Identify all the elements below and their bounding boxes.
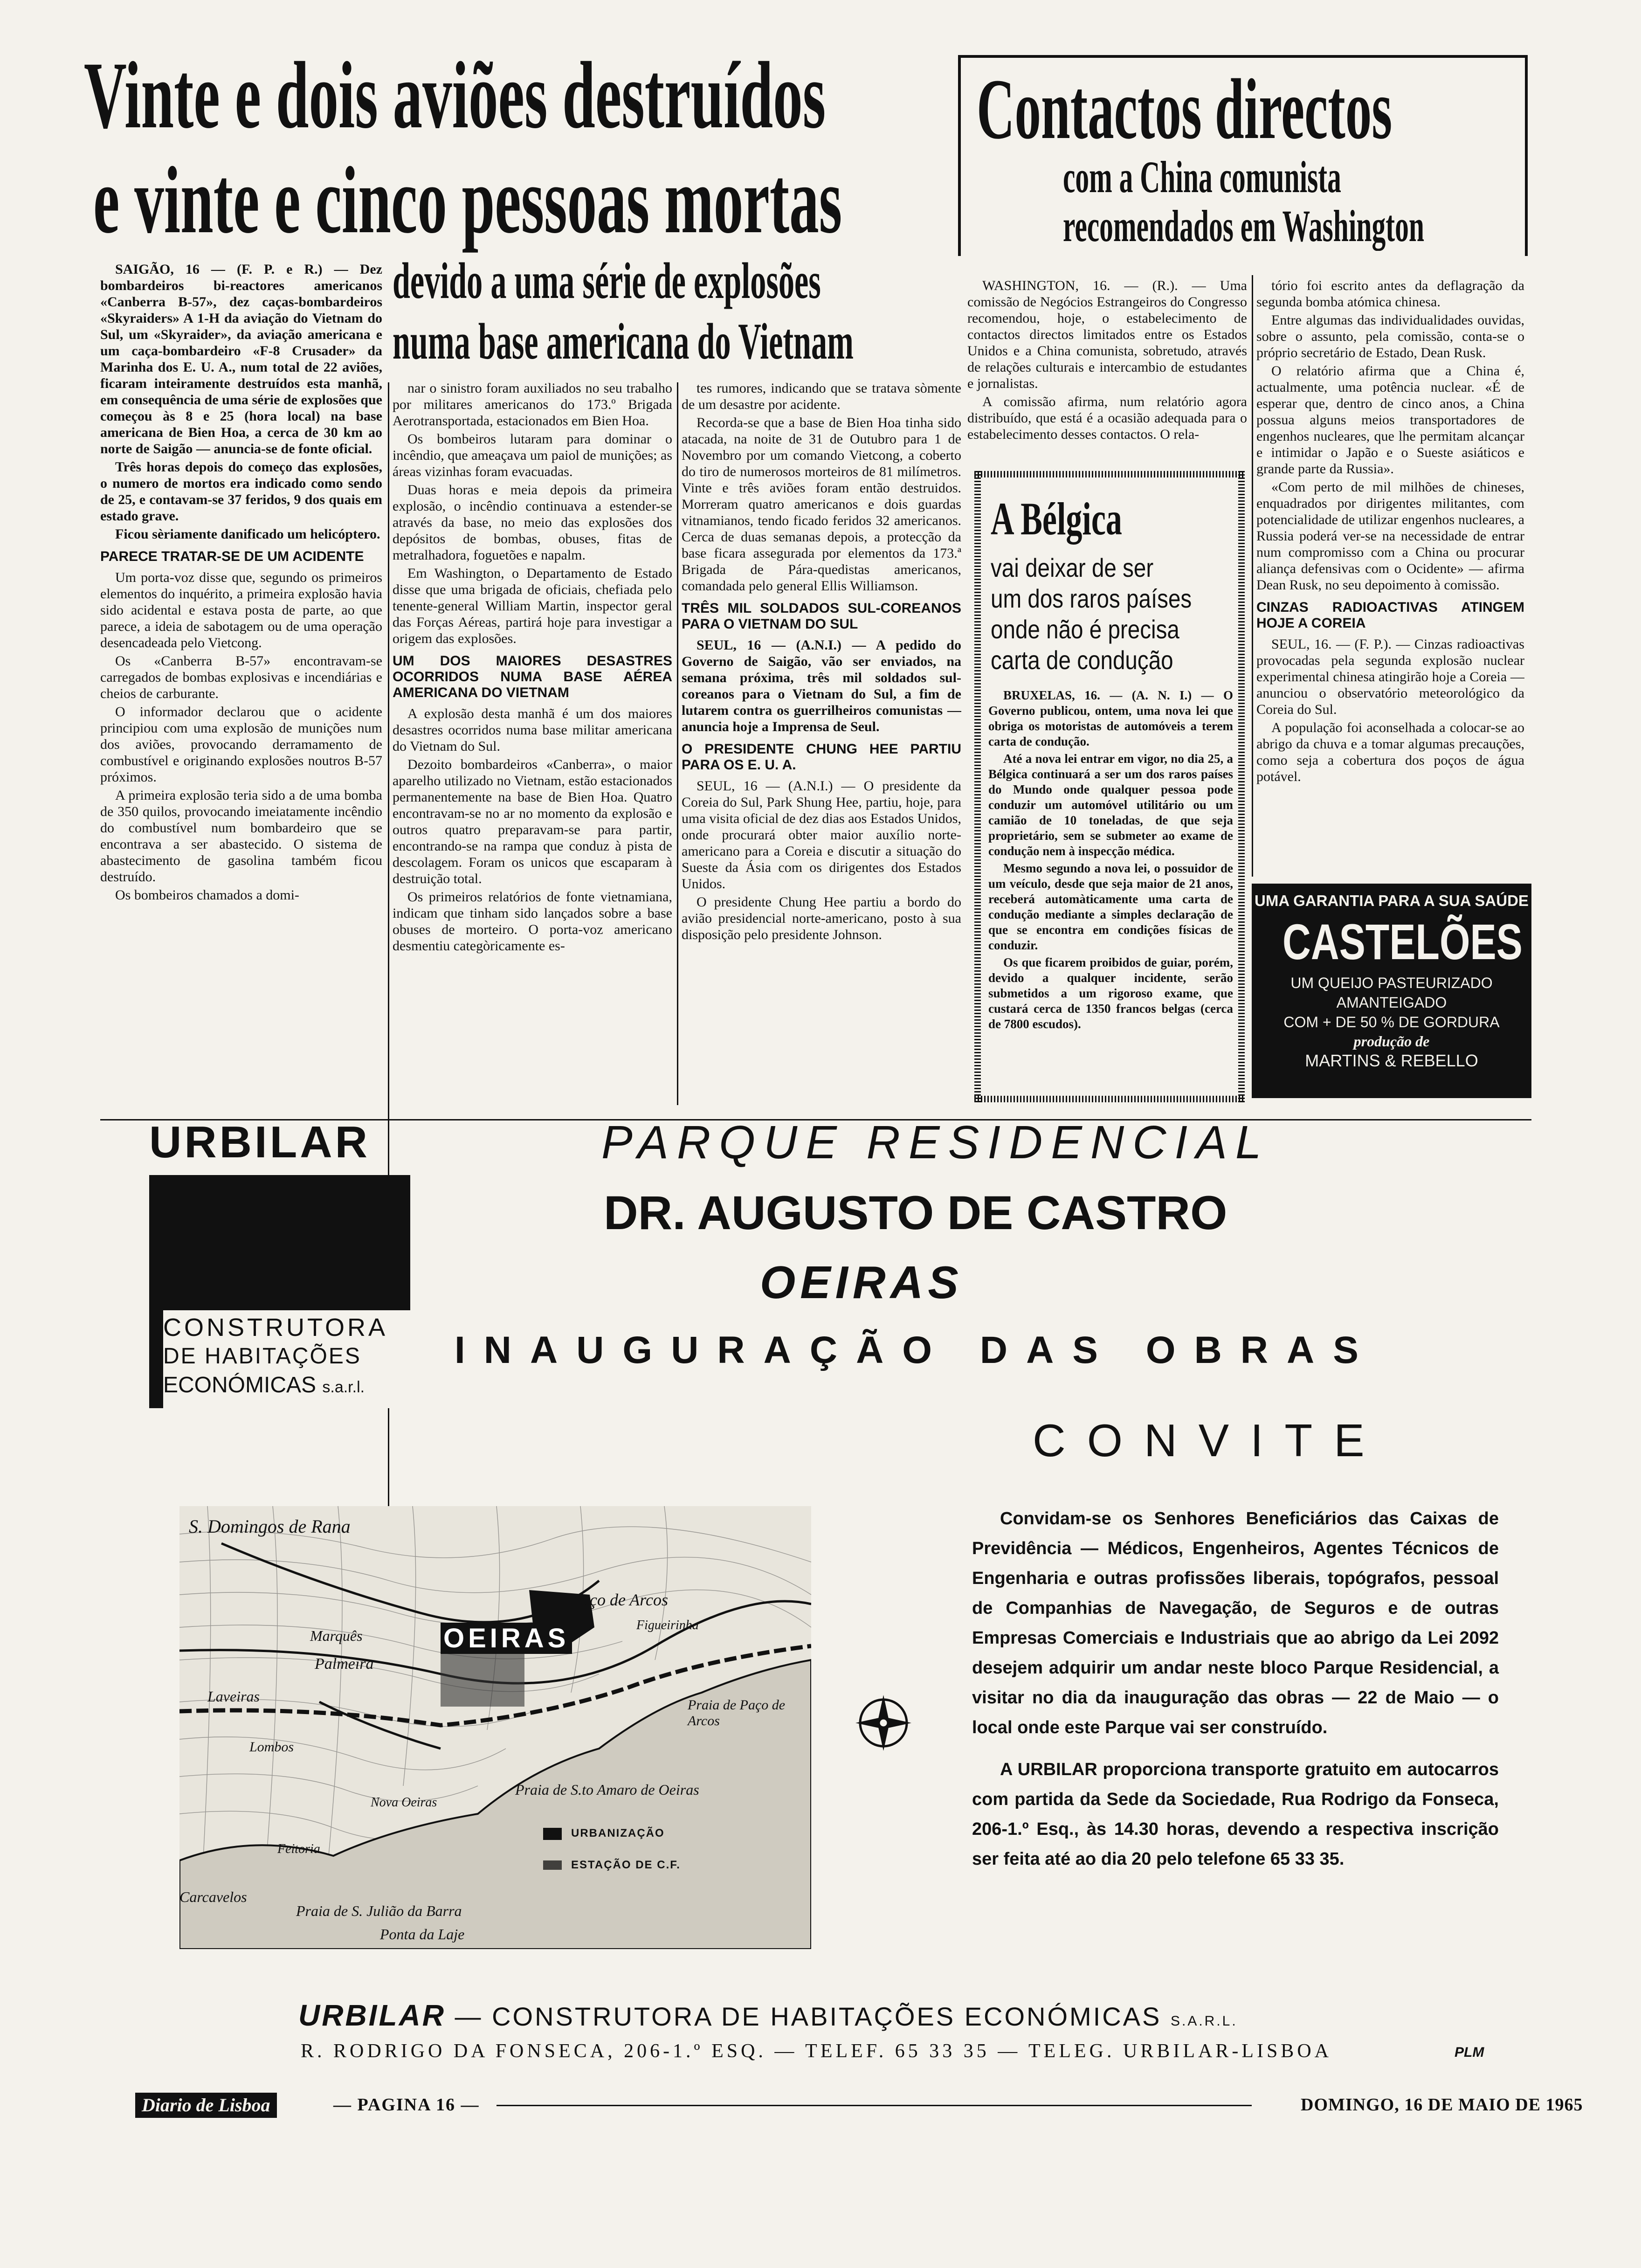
urbilar-footer-line2: R. RODRIGO DA FONSECA, 206-1.º ESQ. — TELEF. 65 33 35 — TELEG. URBILAR-LISBOA [301, 2040, 1332, 2062]
article-paragraph: Um porta-voz disse que, segundo os primeiros elementos do inquérito, a primeira explosão havia sido acidental e estava posta de parte, ao que parece, a ideia de sabotagem ou de uma operação desencadeada pelo Vietcong. [100, 570, 382, 650]
castelo-line5: MARTINS & REBELLO [1305, 1051, 1478, 1070]
urbilar-logo-panel [163, 1310, 410, 1408]
article-paragraph: «Com perto de mil milhões de chineses, enquadrados por dirigentes militantes, com potencialidade de utilizar engenhos nucleares, a Russia poderá ver-se na necessidade de entrar num compromisso com a China ou procurar aliança defensivas com o Ocidente» — afirma Dean Rusk, no seu depoimento à comissão. [1256, 479, 1524, 593]
urbilar-logo-line3: ECONÓMICAS [163, 1373, 317, 1397]
urbilar-logo-suffix: s.a.r.l. [322, 1378, 365, 1396]
section-title-acidente: PARECE TRATAR-SE DE UM ACIDENTE [100, 549, 364, 564]
urbilar-title3: OEIRAS [760, 1257, 963, 1308]
belgica-subhead-line: um dos raros países [991, 584, 1192, 613]
urbilar-footer-brand: URBILAR [298, 1998, 446, 2032]
map-label: Lombos [249, 1739, 294, 1755]
belgica-subhead-line: carta de condução [991, 645, 1173, 675]
main-lead: SAIGÃO, 16 — (F. P. e R.) — Dez bombardeiros bi-reactores americanos «Canberra B-57», dez caças-bombardeiros «Skyraiders» A 1-H da aviação do Vietnam do Sul, um «Skyraider», da aviação americana e um caça-bombardeiro «F-8 Crusader» da Marinha dos E. U. A., num total de 22 aviões, ficaram inteiramente destruídos esta manhã, em consequência de uma série de explosões que começou às 8 e 25 (hora local) na base americana de Bien Hoa, a cerca de 30 km ao norte de Saigão — anuncia-se de fonte oficial. [100, 262, 382, 456]
article-paragraph: Duas horas e meia depois da primeira explosão, o incêndio continuava a estender-se através da base, no meio das explosões dos depósitos de bombas, obuses, fitas de metralhadora, foguetões e napalm. [393, 482, 672, 563]
map-label: OEIRAS [441, 1623, 572, 1654]
map-label: Feitoria [277, 1842, 320, 1856]
china-column-2 [1256, 277, 1524, 870]
urbilar-logo: URBILAR [149, 1117, 370, 1167]
castelo-line2: AMANTEIGADO [1336, 994, 1447, 1011]
column-rule [677, 382, 678, 1105]
belgica-border-left [974, 471, 981, 1102]
urbilar-footer-suffix: S.A.R.L. [1170, 2013, 1238, 2029]
article-paragraph: nar o sinistro foram auxiliados no seu trabalho por militares americanos do 173.º Brigada Aerotransportada, estacionados em Bien Hoa. [393, 380, 672, 429]
article-paragraph: WASHINGTON, 16. — (R.). — Uma comissão de Negócios Estrangeiros do Congresso recomendou, hoje, o estabelecimento de contactos directos limitados entre os Estados Unidos e a China comunista, sobretudo, através de relações culturais e intercambio de estudantes e jornalistas. [967, 278, 1247, 391]
castelo-ad [1252, 884, 1531, 1098]
map-label: Praia de S.to Amaro de Oeiras [515, 1781, 699, 1798]
china-headline: Contactos directos [977, 62, 1393, 157]
article-paragraph: Os bombeiros lutaram para dominar o incêndio, que ameaçava um paiol de munições; as áreas vizinhas foram evacuadas. [393, 431, 672, 479]
page-date: DOMINGO, 16 DE MAIO DE 1965 [1301, 2095, 1583, 2115]
article-paragraph: Dezoito bombardeiros «Canberra», o maior aparelho utilizado no Vietnam, estão estacionados permanentemente na base de Bien Hoa. Quatro encontravam-se no ar no momento da explosão e outros quatro preparavam-se para partir, encontrando-se na rampa que conduz à pista de descolagem. Foram os unicos que escaparam à destruição total. [393, 757, 672, 886]
urbilar-logo-line3-wrap [163, 1371, 410, 1402]
urbilar-title2: DR. AUGUSTO DE CASTRO [604, 1186, 1227, 1239]
main-column-3 [682, 380, 961, 1103]
article-paragraph: Mesmo segundo a nova lei, o possuidor de um veículo, desde que seja maior de 21 anos, receberá automàticamente uma carta de condução mediante a simples declaração de que se encontra em condições físicas de conduzir. [988, 861, 1233, 952]
article-paragraph: A população foi aconselhada a colocar-se ao abrigo da chuva e a tomar algumas precauções, como seja a cobertura dos poços de água potável. [1256, 720, 1524, 784]
castelo-line3: COM + DE 50 % DE GORDURA [1283, 1014, 1500, 1030]
urbilar-logo-line2: DE HABITAÇÕES [163, 1344, 361, 1369]
china-subhead-line2: recomendados em Washington [1063, 201, 1424, 251]
belgica-border-top [974, 471, 1245, 477]
urbilar-footer-rest: — CONSTRUTORA DE HABITAÇÕES ECONÓMICAS [455, 2002, 1162, 2031]
article-paragraph: Os que ficarem proibidos de guiar, porém, devido a qualquer incidente, serão submetidos a um rigoroso exame, que custará cerca de 1350 francos belgas (cerca de 7800 escudos). [988, 955, 1233, 1031]
urbilar-body-p1: Convidam-se os Senhores Beneficiários das Caixas de Previdência — Médicos, Engenheiros, Agentes Técnicos de Engenharia e outras profissões liberais, topógrafos, pessoal de Companhias de Navegação, de Seguros e de outras Empresas Comerciais e Industriais que ao abrigo da Lei 2092 desejem adquirir um andar neste bloco Parque Residencial, a visitar no dia da inauguração das obras — 22 de Maio — o local onde este Parque vai ser construído. [972, 1509, 1499, 1737]
map-label: Marquês [310, 1627, 363, 1644]
oeiras-map [179, 1506, 811, 1949]
newspaper-name: Diario de Lisboa [135, 2093, 277, 2118]
china-column-1 [967, 277, 1247, 459]
map-label: Figueirinha [636, 1618, 699, 1632]
article-paragraph: BRUXELAS, 16. — (A. N. I.) — O Governo publicou, ontem, uma nova lei que obriga os motoristas de automóveis a terem carta de condução. [988, 688, 1233, 748]
castelo-line4: produção de [1353, 1033, 1430, 1050]
main-column-2 [393, 380, 672, 1103]
article-paragraph: tes rumores, indicando que se tratava sòmente de um desastre por acidente. [682, 380, 961, 412]
article-paragraph: A explosão desta manhã é um dos maiores desastres ocorridos numa base militar americana do Vietnam do Sul. [393, 706, 672, 754]
belgica-border-bottom [974, 1096, 1245, 1102]
agency-mark: PLM [1455, 2045, 1484, 2060]
belgica-headline: A Bélgica [991, 493, 1122, 545]
urbilar-title1: PARQUE RESIDENCIAL [601, 1116, 1270, 1169]
section-title-presidente: O PRESIDENTE CHUNG HEE PARTIU PARA OS E. U. A. [682, 741, 961, 773]
main-subhead-line2: numa base americana do Vietnam [393, 313, 854, 370]
compass-rose-icon [853, 1693, 914, 1753]
article-paragraph: Os bombeiros chamados a domi- [115, 887, 299, 903]
urbilar-logo-line1: CONSTRUTORA [163, 1314, 388, 1341]
belgica-subhead-line: onde não é precisa [991, 615, 1179, 644]
castelo-brand: CASTELÕES [1282, 913, 1523, 970]
belgica-body [988, 688, 1233, 1093]
section-title-cinzas: CINZAS RADIOACTIVAS ATINGEM HOJE A COREIA [1256, 600, 1524, 631]
column-rule [1252, 275, 1253, 877]
article-paragraph: SEUL, 16 — (A.N.I.) — O presidente da Coreia do Sul, Park Shung Hee, partiu, hoje, para uma visita oficial de dez dias aos Estados Unidos, onde procurará obter maior auxílio norte-americano para a Coreia e discutir a situação do Sueste da Ásia com os dirigentes dos Estados Unidos. [682, 778, 961, 892]
belgica-subhead [991, 553, 1197, 676]
map-label: Carcavelos [179, 1888, 247, 1905]
article-paragraph: SEUL, 16 — (A.N.I.) — A pedido do Governo de Saigão, vão ser enviados, na semana próxima, três mil soldados sul-coreanos para o Vietnam do Sul, a fim de lutarem contra os guerrilheiros comunistas — anuncia hoje a Imprensa de Seul. [682, 637, 961, 734]
section-title-desastres: UM DOS MAIORES DESASTRES OCORRIDOS NUMA BASE AÉREA AMERICANA DO VIETNAM [393, 653, 672, 700]
map-label: Ponta da Laje [380, 1926, 465, 1943]
urbilar-body [972, 1504, 1499, 1886]
article-paragraph: O informador declarou que o acidente principiou com uma explosão de munições num dos aviões, provocando derramamento de combustível e originando explosões noutros B-57 próximos. [100, 704, 382, 785]
urbilar-body-p2: A URBILAR proporciona transporte gratuito em autocarros com partida da Sede da Sociedade, Rua Rodrigo da Fonseca, 206-1.º Esq., às 14.30 horas, devendo a respectiva inscrição ser feita até ao dia 20 pelo telefone 65 33 35. [972, 1760, 1499, 1869]
map-legend-urbanizacao: URBANIZAÇÃO [571, 1827, 665, 1839]
map-label: Praia de S. Julião da Barra [296, 1902, 462, 1919]
article-paragraph: SEUL, 16. — (F. P.). — Cinzas radioactivas provocadas pela segunda explosão nuclear experimental chinesa atingirão hoje a Coreia — anunciou o observatório meteorológico da Coreia do Sul. [1256, 636, 1524, 717]
main-lead-p3: Ficou sèriamente danificado um helicóptero. [115, 526, 380, 542]
article-paragraph: A primeira explosão teria sido a de uma bomba de 350 quilos, provocando imeiatamente incêndio do combustível num bombardeiro que se encontrava a ser abastecido. O sistema de abastecimento de gasolina também ficou destruído. [100, 788, 382, 885]
china-subhead-line1: com a China comunista [1063, 152, 1341, 202]
article-paragraph: Até a nova lei entrar em vigor, no dia 25, a Bélgica continuará a ser um dos raros países do Mundo onde qualquer pessoa pode conduzir um automóvel utilitário ou um camião de 10 toneladas, de que seja proprietário, sem se submeter ao exame de condução nem à inspecção médica. [988, 752, 1233, 858]
article-paragraph: O presidente Chung Hee partiu a bordo do avião presidencial norte-americano, posto à sua disposição pelo presidente Johnson. [682, 894, 961, 942]
article-paragraph: O relatório afirma que a China é, actualmente, uma potência nuclear. «É de esperar que, dentro de cinco anos, a China possua alguns meios transportadores de engenhos nucleares, que lhe permitam alcançar e intimidar o Japão e o Sueste asiáticos e grande parte da Russia». [1256, 363, 1524, 477]
main-lead-p2: Três horas depois do começo das explosões, o numero de mortos era indicado como sendo de 25, e contavam-se 37 feridos, 9 dos quais em estado grave. [100, 459, 382, 524]
article-paragraph: tório foi escrito antes da deflagração da segunda bomba atómica chinesa. [1256, 278, 1524, 310]
map-label: S. Domingos de Rana [189, 1516, 351, 1537]
article-paragraph: Os «Canberra B-57» encontravam-se carregados de bombas explosivas e incendiárias e cheios de carburante. [100, 653, 382, 701]
article-paragraph: A comissão afirma, num relatório agora distribuído, que está é a ocasião adequada para o estabelecimento desses contactos. O rela- [967, 394, 1247, 442]
map-label: Palmeira [315, 1655, 374, 1673]
footer-rule [496, 2105, 1252, 2106]
castelo-tagline: UMA GARANTIA PARA A SUA SAÚDE [1255, 892, 1529, 909]
map-legend-estacao: ESTAÇÃO DE C.F. [571, 1859, 681, 1871]
article-paragraph: Recorda-se que a base de Bien Hoa tinha sido atacada, na noite de 31 de Outubro para 1 de Novembro por um comando Vietcong, a coberto do tiro de numerosos morteiros de 81 milímetros. Vinte e três aviões foram então destruidos. Morreram quatro americanos e dois guardas vitnamianos, tendo ficado feridos 32 americanos. Cerca de duas semanas depois, a protecção da base ficara assegurada por elementos da 173.ª Brigada de Pára-quedistas americanos, comandada pelo general Ellis Williamson. [682, 415, 961, 594]
map-label: Nova Oeiras [371, 1795, 437, 1810]
main-subhead-line1: devido a uma série de explosões [393, 252, 821, 309]
belgica-subhead-line: vai deixar de ser [991, 553, 1154, 582]
map-label: Paço de Arcos [571, 1590, 668, 1609]
map-label: Praia de Paço de Arcos [688, 1697, 786, 1729]
article-paragraph: Os primeiros relatórios de fonte vietnamiana, indicam que tinham sido lançados sobre a base obuses de morteiro. O porta-voz americano desmentiu categòricamente es- [393, 889, 672, 954]
main-headline-line1: Vinte e dois aviões destruídos [84, 42, 826, 148]
urbilar-title4: INAUGURAÇÃO DAS OBRAS [455, 1329, 1377, 1371]
urbilar-footer-line1 [298, 1998, 1238, 2033]
castelo-line1: UM QUEIJO PASTEURIZADO [1290, 975, 1493, 991]
belgica-border-right [1238, 471, 1245, 1102]
article-paragraph: Entre algumas das individualidades ouvidas, sobre o assunto, pela comissão, conta-se o próprio secretário de Estado, Dean Rusk. [1256, 312, 1524, 360]
page-number: — PAGINA 16 — [333, 2095, 480, 2115]
urbilar-title5: CONVITE [1033, 1415, 1386, 1466]
section-title-soldados: TRÊS MIL SOLDADOS SUL-COREANOS PARA O VIETNAM DO SUL [682, 601, 961, 632]
article-paragraph: Em Washington, o Departamento de Estado disse que uma brigada de oficiais, chefiada pelo tenente-general William Martin, inspector geral das Forças Aéreas, partirá hoje para investigar a origem das explosões. [393, 566, 672, 646]
main-headline-line2: e vinte e cinco pessoas mortas [93, 147, 842, 253]
map-label: Laveiras [207, 1688, 260, 1705]
